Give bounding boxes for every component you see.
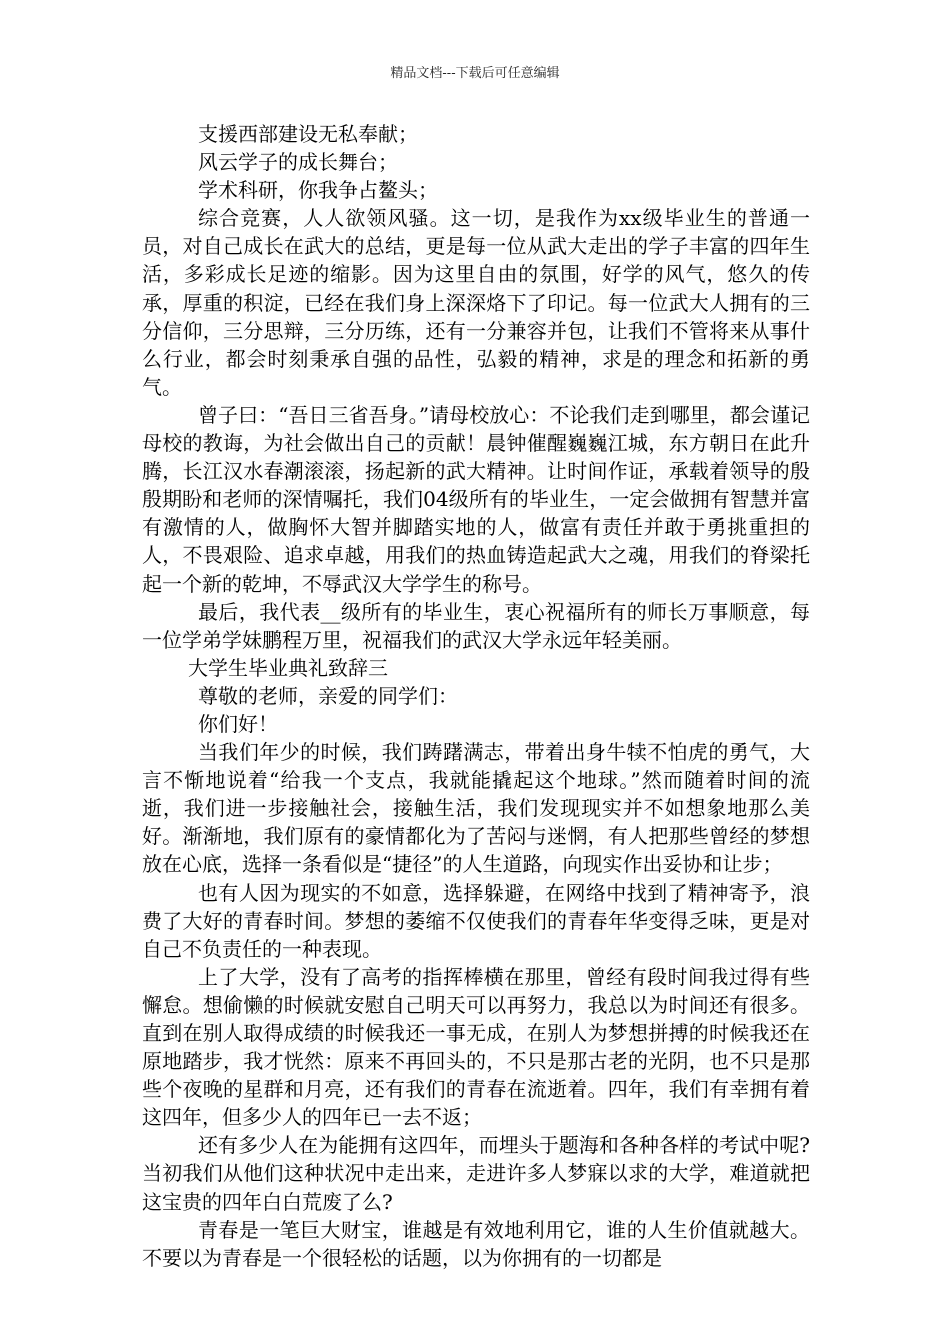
paragraph: 曾子曰：“吾日三省吾身。”请母校放心：不论我们走到哪里，都会谨记母校的教诲，为社会做出自己的贡献！晨钟催醒巍巍江城，东方朝日在此升腾，长江汉水春潮滚滚，扬起新的武大精神。让时间作证，承载着领导的殷殷期盼和老师的深情嘱托，我们04级所有的毕业生，一定会做拥有智慧并富有激情的人，做胸怀大智并脚踏实地的人，做富有责任并敢于勇挑重担的人，不畏艰险、追求卓越，用我们的热血铸造起武大之魂，用我们的脊梁托起一个新的乾坤，不辱武汉大学学生的称号。	[142, 402, 810, 596]
paragraph: 当我们年少的时候，我们踌躇满志，带着出身牛犊不怕虎的勇气，大言不惭地说着“给我一个支点，我就能撬起这个地球。”然而随着时间的流逝，我们进一步接触社会，接触生活，我们发现现实并不如想象地那么美好。渐渐地，我们原有的豪情都化为了苦闷与迷惘，有人把那些曾经的梦想放在心底，选择一条看似是“捷径”的人生道路，向现实作出妥协和让步；	[142, 740, 810, 877]
paragraph: 尊敬的老师，亲爱的同学们：	[198, 683, 458, 708]
paragraph: 青春是一笔巨大财宝，谁越是有效地利用它，谁的人生价值就越大。不要以为青春是一个很轻松的话题，以为你拥有的一切都是	[142, 1217, 810, 1270]
section-title: 大学生毕业典礼致辞三	[188, 655, 388, 680]
document-body	[142, 120, 810, 1272]
paragraph: 还有多少人在为能拥有这四年，而埋头于题海和各种各样的考试中呢?当初我们从他们这种状况中走出来，走进许多人梦寐以求的大学，难道就把这宝贵的四年白白荒废了么?	[142, 1133, 810, 1214]
paragraph: 最后，我代表__级所有的毕业生，衷心祝福所有的师长万事顺意，每一位学弟学妹鹏程万里，祝福我们的武汉大学永远年轻美丽。	[142, 599, 810, 652]
page-header: 精品文档---下载后可任意编辑	[390, 66, 560, 81]
paragraph: 风云学子的成长舞台；	[198, 150, 398, 175]
paragraph: 也有人因为现实的不如意，选择躲避，在网络中找到了精神寄予，浪费了大好的青春时间。梦想的萎缩不仅使我们的青春年华变得乏味，更是对自己不负责任的一种表现。	[142, 880, 810, 961]
paragraph: 你们好！	[198, 711, 278, 736]
paragraph: 上了大学，没有了高考的指挥棒横在那里，曾经有段时间我过得有些懈怠。想偷懒的时候就安慰自己明天可以再努力，我总以为时间还有很多。直到在别人取得成绩的时候我还一事无成，在别人为梦想拼搏的时候我还在原地踏步，我才恍然：原来不再回头的，不只是那古老的光阴，也不只是那些个夜晚的星群和月亮，还有我们的青春在流逝着。四年，我们有幸拥有着这四年，但多少人的四年已一去不返；	[142, 964, 810, 1130]
paragraph: 支援西部建设无私奉献；	[198, 122, 418, 146]
paragraph: 学术科研，你我争占鳌头；	[198, 178, 438, 203]
paragraph: 综合竞赛，人人欲领风骚。这一切，是我作为xx级毕业生的普通一员，对自己成长在武大的总结，更是每一位从武大走出的学子丰富的四年生活，多彩成长足迹的缩影。因为这里自由的氛围，好学的风气，悠久的传承，厚重的积淀，已经在我们身上深深烙下了印记。每一位武大人拥有的三分信仰，三分思辩，三分历练，还有一分兼容并包，让我们不管将来从事什么行业，都会时刻秉承自强的品性，弘毅的精神，求是的理念和拓新的勇气。	[142, 206, 810, 399]
